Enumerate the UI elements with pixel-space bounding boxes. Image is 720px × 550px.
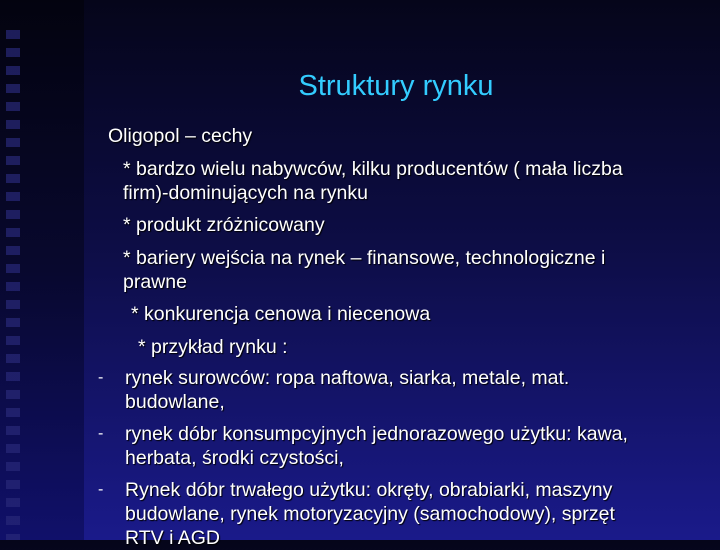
bullet-dash: - (98, 425, 104, 442)
slide-subtitle: Oligopol – cechy (108, 125, 253, 147)
example-line: rynek surowców: ropa naftowa, siarka, metale, mat. (125, 367, 570, 389)
example-line: herbata, środki czystości, (125, 447, 344, 469)
example-line: budowlane, rynek motoryzacyjny (samochodowy), sprzęt (125, 503, 615, 525)
slide-title: Struktury rynku (298, 70, 494, 102)
bullet-dash: - (98, 369, 104, 386)
example-line: Rynek dóbr trwałego użytku: okręty, obrabiarki, maszyny (125, 479, 613, 501)
feature-line: * przykład rynku : (138, 336, 288, 358)
bullet-dash: - (98, 481, 104, 498)
example-line: budowlane, (125, 391, 225, 413)
feature-line: * produkt zróżnicowany (123, 214, 325, 236)
decor-dots (6, 30, 20, 540)
feature-line: * bardzo wielu nabywców, kilku producentów ( mała liczba (123, 158, 623, 180)
example-line: RTV i AGD (125, 527, 220, 549)
feature-line: * konkurencja cenowa i niecenowa (131, 303, 431, 325)
feature-line: * bariery wejścia na rynek – finansowe, technologiczne i (123, 247, 606, 269)
feature-line: prawne (123, 271, 187, 293)
example-line: rynek dóbr konsumpcyjnych jednorazowego użytku: kawa, (125, 423, 628, 445)
feature-line: firm)-dominujących na rynku (123, 182, 368, 204)
